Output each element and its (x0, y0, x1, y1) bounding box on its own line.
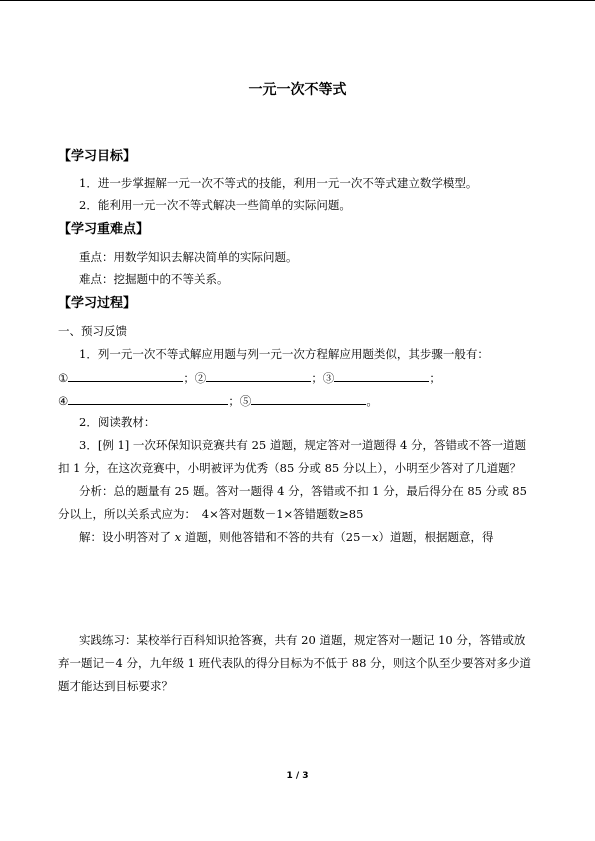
blank-marker-5: ；⑤ (228, 394, 252, 408)
blank-marker-4: ④ (58, 394, 69, 408)
example-line-2: 扣 1 分，在这次竞赛中，小明被评为优秀（85 分或 85 分以上），小明至少答对了几道题？ (58, 461, 522, 475)
focus-text: 重点：用数学知识去解决简单的实际问题。 (79, 250, 298, 264)
blank-end-5: 。 (366, 394, 378, 408)
blank-marker-1: ① (58, 371, 69, 385)
section-header-process: 【学习过程】 (58, 296, 137, 311)
practice-line-2: 弃一题记－4 分，九年级 1 班代表队的得分目标为不低于 88 分，则这个队至少要答对多少道 (58, 656, 532, 670)
example-line-1: 3．[例 1] 一次环保知识竞赛共有 25 道题，规定答对一道题得 4 分，答错或不答一道题 (79, 438, 526, 452)
blank-marker-3: ；③ (311, 371, 335, 385)
top-border-line (0, 0, 595, 1)
question-2: 2．阅读教材： (79, 415, 156, 429)
analysis-line-1: 分析：总的题量有 25 题。答对一题得 4 分，答错或不扣 1 分，最后得分在 85 分或 85 (79, 484, 527, 498)
page-number: 1 / 3 (286, 771, 309, 781)
practice-line-1: 实践练习：某校举行百科知识抢答赛，共有 20 道题，规定答对一题记 10 分，答错或放 (79, 633, 526, 647)
solution-post: ）道题，根据题意，得 (378, 530, 494, 544)
answer-blank-2[interactable] (206, 369, 311, 382)
practice-line-3: 题才能达到目标要求？ (58, 679, 173, 693)
blank-row-2 (58, 392, 378, 409)
solution-line (79, 529, 493, 545)
part1-heading: 一、预习反馈 (58, 324, 127, 338)
page-title: 一元一次不等式 (248, 82, 347, 98)
answer-blank-4[interactable] (68, 392, 228, 405)
blank-marker-2: ；② (183, 371, 207, 385)
solution-variable: x (174, 530, 182, 544)
answer-blank-3[interactable] (334, 369, 429, 382)
difficulty-text: 难点：挖掘题中的不等关系。 (79, 272, 229, 286)
section-header-goals: 【学习目标】 (58, 149, 137, 164)
goal-item-2: 2．能利用一元一次不等式解决一些简单的实际问题。 (79, 198, 351, 212)
solution-variable-2: x (371, 530, 379, 544)
solution-mid: 道题，则他答错和不答的共有（25－ (181, 530, 372, 544)
section-header-key: 【学习重难点】 (58, 222, 150, 237)
answer-blank-1[interactable] (68, 369, 183, 382)
analysis-line-2: 分以上，所以关系式应为： 4×答对题数－1×答错题数≥85 (58, 507, 364, 521)
question-1: 1．列一元一次不等式解应用题与列一元一次方程解应用题类似，其步骤一般有： (79, 347, 489, 361)
goal-item-1: 1．进一步掌握解一元一次不等式的技能，利用一元一次不等式建立数学模型。 (79, 176, 478, 190)
blank-row-1 (58, 369, 441, 386)
solution-pre: 解：设小明答对了 (79, 530, 175, 544)
answer-blank-5[interactable] (251, 392, 366, 405)
blank-end-3: ； (429, 371, 441, 385)
